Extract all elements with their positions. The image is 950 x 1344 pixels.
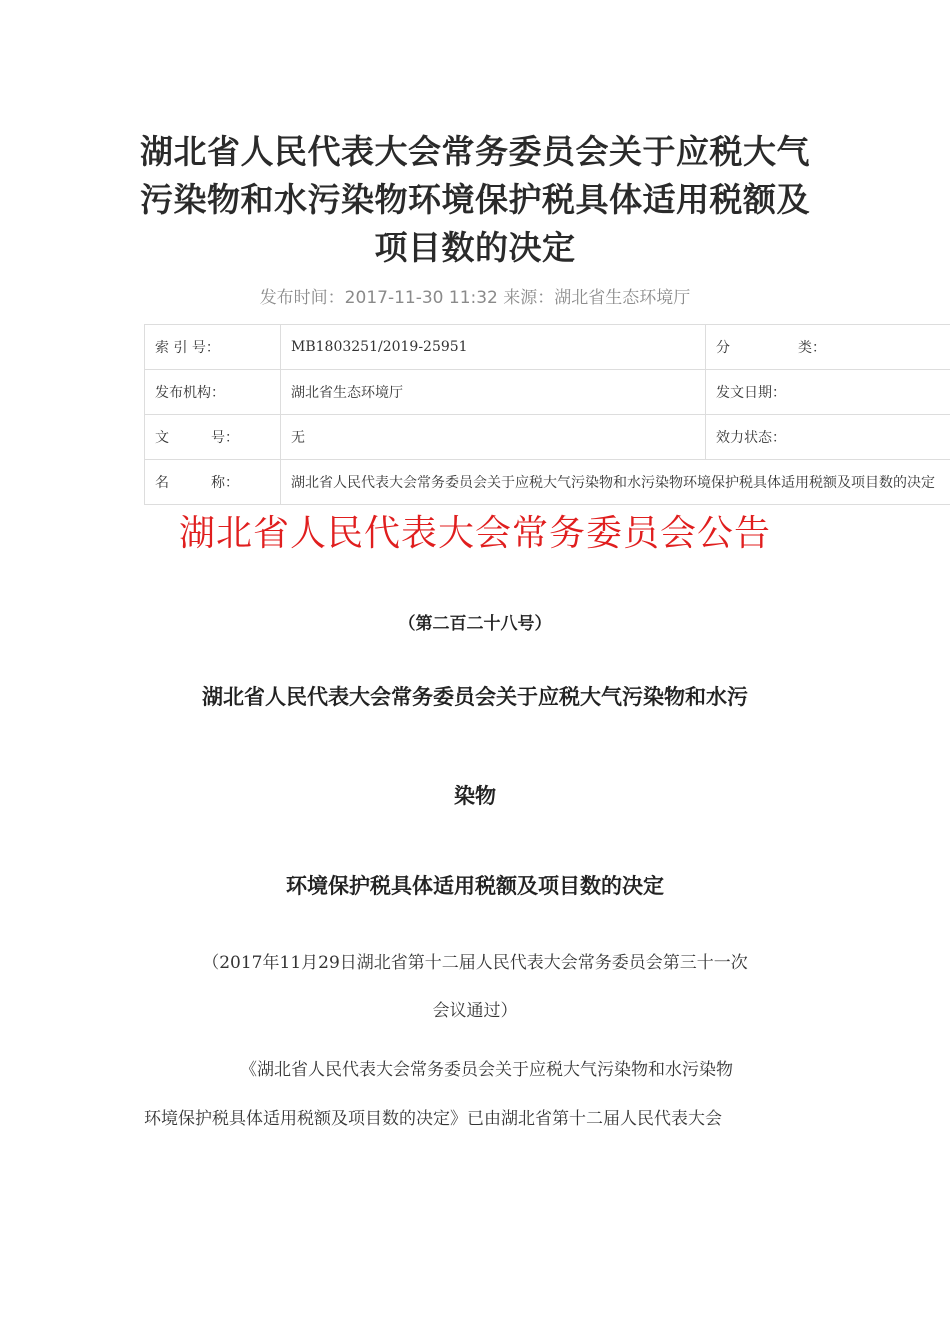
issuer-label: 发布机构： xyxy=(145,370,281,415)
category-label: 分 类： xyxy=(716,340,826,356)
doc-no-value: 无 xyxy=(281,415,706,460)
page-title: 湖北省人民代表大会常务委员会关于应税大气污染物和水污染物环境保护税具体适用税额及项目数的决定 xyxy=(140,132,810,267)
status-label: 效力状态： xyxy=(716,430,786,446)
passed-note-line-2: 会议通过） xyxy=(432,1001,518,1021)
decision-title-line-3: 环境保护税具体适用税额及项目数的决定 xyxy=(286,873,664,898)
announcement-heading: 湖北省人民代表大会常务委员会公告 xyxy=(178,513,771,554)
info-table xyxy=(144,324,950,505)
decision-title-line-2: 染物 xyxy=(454,783,496,808)
status-cell xyxy=(706,415,950,460)
table-row xyxy=(145,460,950,505)
passed-note-line-1: （2017年11月29日湖北省第十二届人民代表大会常务委员会第三十一次 xyxy=(202,953,748,973)
issuer-value: 湖北省生态环境厅 xyxy=(281,370,706,415)
date-cell xyxy=(706,370,950,415)
date-label: 发文日期： xyxy=(716,385,786,401)
table-row xyxy=(145,370,950,415)
name-label: 名 称： xyxy=(155,475,239,491)
name-label-cell xyxy=(145,460,281,505)
publish-meta: 发布时间：2017-11-30 11:32 来源：湖北省生态环境厅 xyxy=(259,288,691,308)
index-value: MB1803251/2019-25951 xyxy=(281,325,706,370)
decision-title-line-1: 湖北省人民代表大会常务委员会关于应税大气污染物和水污 xyxy=(202,684,748,709)
index-label: 索 引 号： xyxy=(145,325,281,370)
category-cell xyxy=(706,325,950,370)
announcement-number: （第二百二十八号） xyxy=(398,614,552,634)
table-row xyxy=(145,415,950,460)
name-value: 湖北省人民代表大会常务委员会关于应税大气污染物和水污染物环境保护税具体适用税额及项目数的决定 xyxy=(281,460,950,505)
body-paragraph-line-2: 环境保护税具体适用税额及项目数的决定》已由湖北省第十二届人民代表大会 xyxy=(144,1109,722,1129)
doc-no-label: 文 号： xyxy=(155,430,239,446)
body-paragraph-line-1: 《湖北省人民代表大会常务委员会关于应税大气污染物和水污染物 xyxy=(240,1060,733,1080)
doc-no-label-cell xyxy=(145,415,281,460)
table-row xyxy=(145,325,950,370)
